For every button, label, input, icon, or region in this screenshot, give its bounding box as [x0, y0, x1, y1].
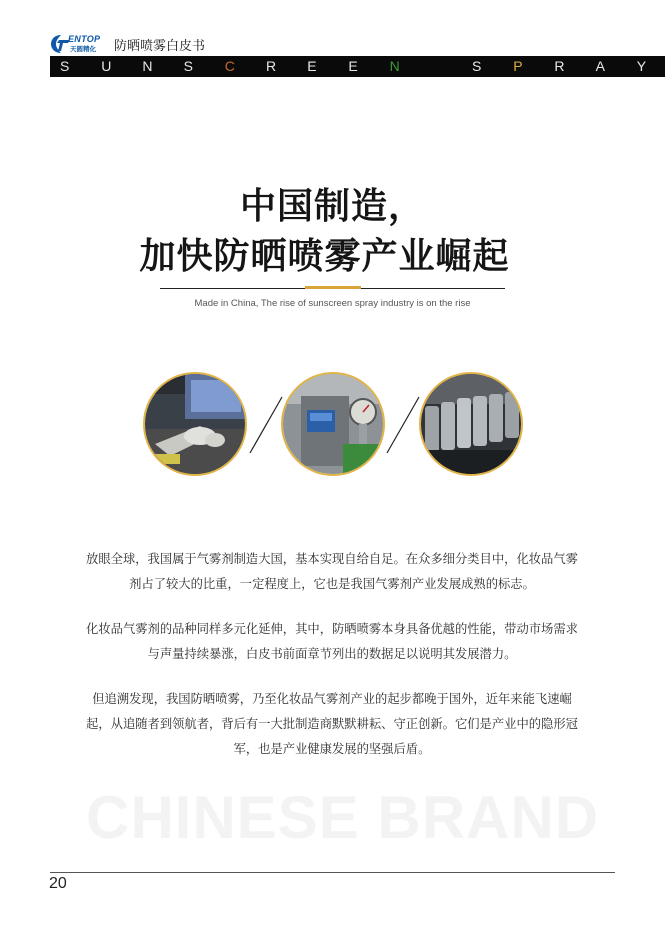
title-divider-accent — [305, 286, 361, 289]
banner-letter: Y — [636, 58, 647, 74]
page-number: 20 — [49, 875, 67, 892]
logo-wordmark: ENTOP — [68, 34, 101, 44]
sunscreen-spray-banner — [50, 56, 665, 77]
banner-letter: E — [307, 58, 317, 74]
banner-letter: S — [183, 58, 193, 74]
logo-chinese-name: 天圆精化 — [70, 45, 96, 53]
banner-letter: R — [554, 58, 565, 74]
paragraph-2: 化妆品气雾剂的品种同样多元化延伸，其中，防晒喷雾本身具备优越的性能，带动市场需求与声量持续暴涨，白皮书前面章节列出的数据足以说明其发展潜力。 — [86, 622, 578, 661]
banner-letter: R — [266, 58, 277, 74]
photo-separator — [383, 395, 423, 455]
lab-operator-photo-icon — [143, 372, 247, 476]
banner-letter: S — [60, 58, 70, 74]
footer-divider — [50, 872, 615, 873]
photo-separator — [246, 395, 286, 455]
page-title-line-2: 加快防晒喷雾产业崛起 — [139, 235, 510, 277]
banner-letter: E — [348, 58, 358, 74]
aerosol-cans-production-line-photo-icon — [419, 372, 523, 476]
paragraph-1: 放眼全球，我国属于气雾剂制造大国，基本实现自给自足。在众多细分类目中，化妆品气雾剂占了较大的比重，一定程度上，它也是我国气雾剂产业发展成熟的标志。 — [86, 552, 578, 591]
page-title-line-1: 中国制造， — [239, 185, 425, 227]
banner-letter: S — [472, 58, 482, 74]
english-subtitle: Made in China, The rise of sunscreen spray industry is on the rise — [194, 298, 471, 309]
banner-letter: A — [595, 58, 605, 74]
banner-letters — [60, 56, 650, 77]
pressure-gauge-machine-photo-icon — [281, 372, 385, 476]
paragraph-3: 但追溯发现，我国防晒喷雾，乃至化妆品气雾剂产业的起步都晚于国外，近年来能飞速崛起，从追随者到领航者，背后有一大批制造商默默耕耘、守正创新。它们是产业中的隐形冠军，也是产业健康发展的坚强后盾。 — [86, 692, 578, 756]
banner-letter: N — [142, 58, 153, 74]
document-title: 防晒喷雾白皮书 — [114, 39, 206, 54]
banner-letter: P — [513, 58, 523, 74]
banner-letter: C — [224, 58, 235, 74]
chinese-brand-watermark: CHINESE BRAND — [86, 784, 600, 851]
banner-letter: U — [101, 58, 112, 74]
banner-letter: N — [389, 58, 400, 74]
